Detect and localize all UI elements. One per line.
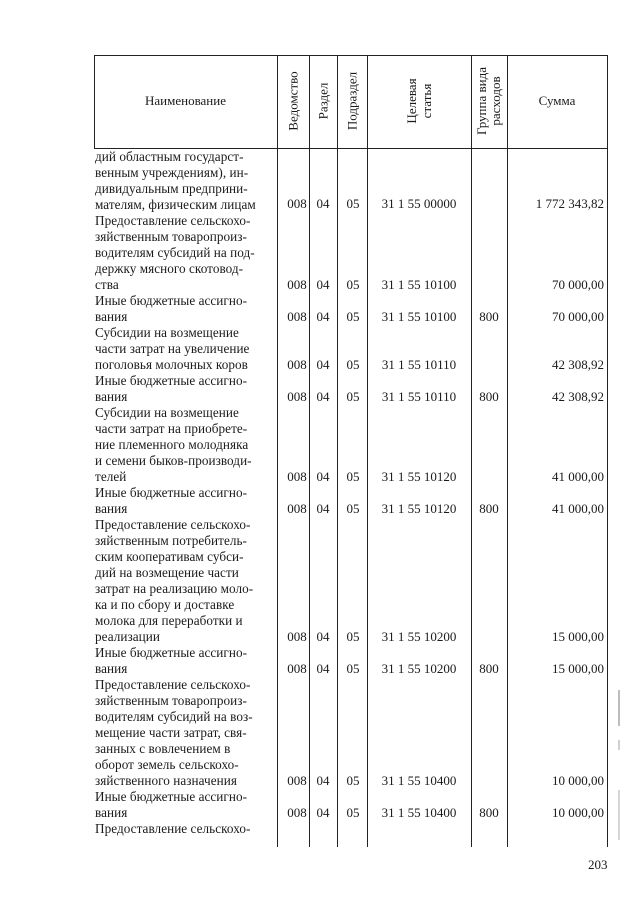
table-right-border	[607, 55, 608, 847]
scan-artifact	[618, 740, 620, 750]
row-section: 04	[316, 469, 330, 484]
row-sum: 42 308,92	[552, 389, 604, 404]
row-agency: 008	[287, 389, 307, 404]
row-section: 04	[316, 196, 330, 211]
row-section: 04	[316, 661, 330, 676]
row-agency: 008	[287, 661, 307, 676]
row-section: 04	[316, 629, 330, 644]
header-target-line2: статья	[419, 83, 434, 119]
row-sum: 10 000,00	[552, 773, 604, 788]
row-agency: 008	[287, 805, 307, 820]
row-agency: 008	[287, 501, 307, 516]
row-group: 800	[479, 661, 499, 676]
row-sum: 41 000,00	[552, 469, 604, 484]
row-sum: 41 000,00	[552, 501, 604, 516]
row-agency: 008	[287, 357, 307, 372]
row-name: Предоставление сельскохо-	[95, 821, 251, 836]
header-agency: Ведомство	[285, 71, 301, 131]
row-agency: 008	[287, 309, 307, 324]
row-subsection: 05	[346, 196, 360, 211]
column-divider-subsection	[337, 55, 338, 847]
column-divider-sum	[507, 55, 508, 847]
header-name: Наименование	[145, 93, 226, 108]
header-target-line1: Целевая	[404, 78, 419, 124]
row-subsection: 05	[346, 277, 360, 292]
row-agency: 008	[287, 629, 307, 644]
row-name: Иные бюджетные ассигно- вания	[95, 373, 248, 404]
row-target: 31 1 55 10110	[381, 389, 457, 404]
row-section: 04	[316, 773, 330, 788]
table-top-border	[94, 55, 608, 56]
row-section: 04	[316, 277, 330, 292]
row-subsection: 05	[346, 357, 360, 372]
row-section: 04	[316, 389, 330, 404]
row-name: Иные бюджетные ассигно- вания	[95, 293, 248, 324]
row-agency: 008	[287, 773, 307, 788]
column-divider-section	[309, 55, 310, 847]
row-sum: 70 000,00	[552, 277, 604, 292]
header-sum: Сумма	[538, 93, 576, 108]
row-subsection: 05	[346, 309, 360, 324]
row-name: Предоставление сельскохо- зяйственным потребитель- ским кооперативам субси- дий на возмещение части затрат на реализацию моло- ка и по сбору и доставке молока для переработки и реализации	[95, 517, 254, 644]
row-section: 04	[316, 357, 330, 372]
row-group: 800	[479, 309, 499, 324]
scan-artifact	[618, 790, 620, 840]
row-name: Иные бюджетные ассигно- вания	[95, 485, 248, 516]
row-target: 31 1 55 10200	[381, 661, 457, 676]
row-subsection: 05	[346, 805, 360, 820]
row-target: 31 1 55 10100	[381, 277, 457, 292]
row-name: Предоставление сельскохо- зяйственным товаропроиз- водителям субсидий на воз- мещение части затрат, свя- занных с вовлечением в оборот земель сельскохо- зяйственного назначения	[95, 677, 253, 788]
row-sum: 1 772 343,82	[535, 196, 604, 211]
header-group-line1: Группа вида	[474, 67, 489, 135]
row-target: 31 1 55 10110	[381, 357, 457, 372]
row-group: 800	[479, 389, 499, 404]
row-target: 31 1 55 10400	[381, 773, 457, 788]
header-subsection: Подраздел	[344, 71, 360, 131]
row-name: Предоставление сельскохо- зяйственным товаропроиз- водителям субсидий на под- держку мясного скотовод- ства	[95, 213, 255, 292]
row-name: Иные бюджетные ассигно- вания	[95, 645, 248, 676]
row-subsection: 05	[346, 629, 360, 644]
header-section: Раздел	[315, 82, 331, 120]
row-target: 31 1 55 10120	[381, 469, 457, 484]
row-name: дий областным государст- венным учреждениям), ин- дивидуальным предприни- мателям, физическим лицам	[95, 149, 256, 212]
row-agency: 008	[287, 277, 307, 292]
row-sum: 15 000,00	[552, 661, 604, 676]
column-divider-group	[471, 55, 472, 847]
header-group-line2: расходов	[488, 76, 503, 126]
row-agency: 008	[287, 196, 307, 211]
row-name: Субсидии на возмещение части затрат на приобрете- ние племенного молодняка и семени быков-производи- телей	[95, 405, 252, 484]
row-target: 31 1 55 10100	[381, 309, 457, 324]
row-target: 31 1 55 10120	[381, 501, 457, 516]
row-sum: 10 000,00	[552, 805, 604, 820]
row-group: 800	[479, 805, 499, 820]
row-sum: 70 000,00	[552, 309, 604, 324]
row-subsection: 05	[346, 661, 360, 676]
row-target: 31 1 55 10200	[381, 629, 457, 644]
row-agency: 008	[287, 469, 307, 484]
page-number: 203	[588, 857, 608, 872]
row-subsection: 05	[346, 773, 360, 788]
row-sum: 42 308,92	[552, 357, 604, 372]
row-name: Иные бюджетные ассигно- вания	[95, 789, 248, 820]
row-subsection: 05	[346, 469, 360, 484]
row-target: 31 1 55 00000	[381, 196, 457, 211]
row-section: 04	[316, 805, 330, 820]
header-target	[404, 78, 434, 123]
row-section: 04	[316, 501, 330, 516]
row-sum: 15 000,00	[552, 629, 604, 644]
header-group	[475, 67, 503, 135]
scan-artifact	[618, 690, 620, 726]
row-name: Субсидии на возмещение части затрат на увеличение поголовья молочных коров	[95, 325, 250, 372]
column-divider-target	[367, 55, 368, 847]
column-divider-agency	[277, 55, 278, 847]
row-section: 04	[316, 309, 330, 324]
row-group: 800	[479, 501, 499, 516]
row-subsection: 05	[346, 501, 360, 516]
row-target: 31 1 55 10400	[381, 805, 457, 820]
row-subsection: 05	[346, 389, 360, 404]
